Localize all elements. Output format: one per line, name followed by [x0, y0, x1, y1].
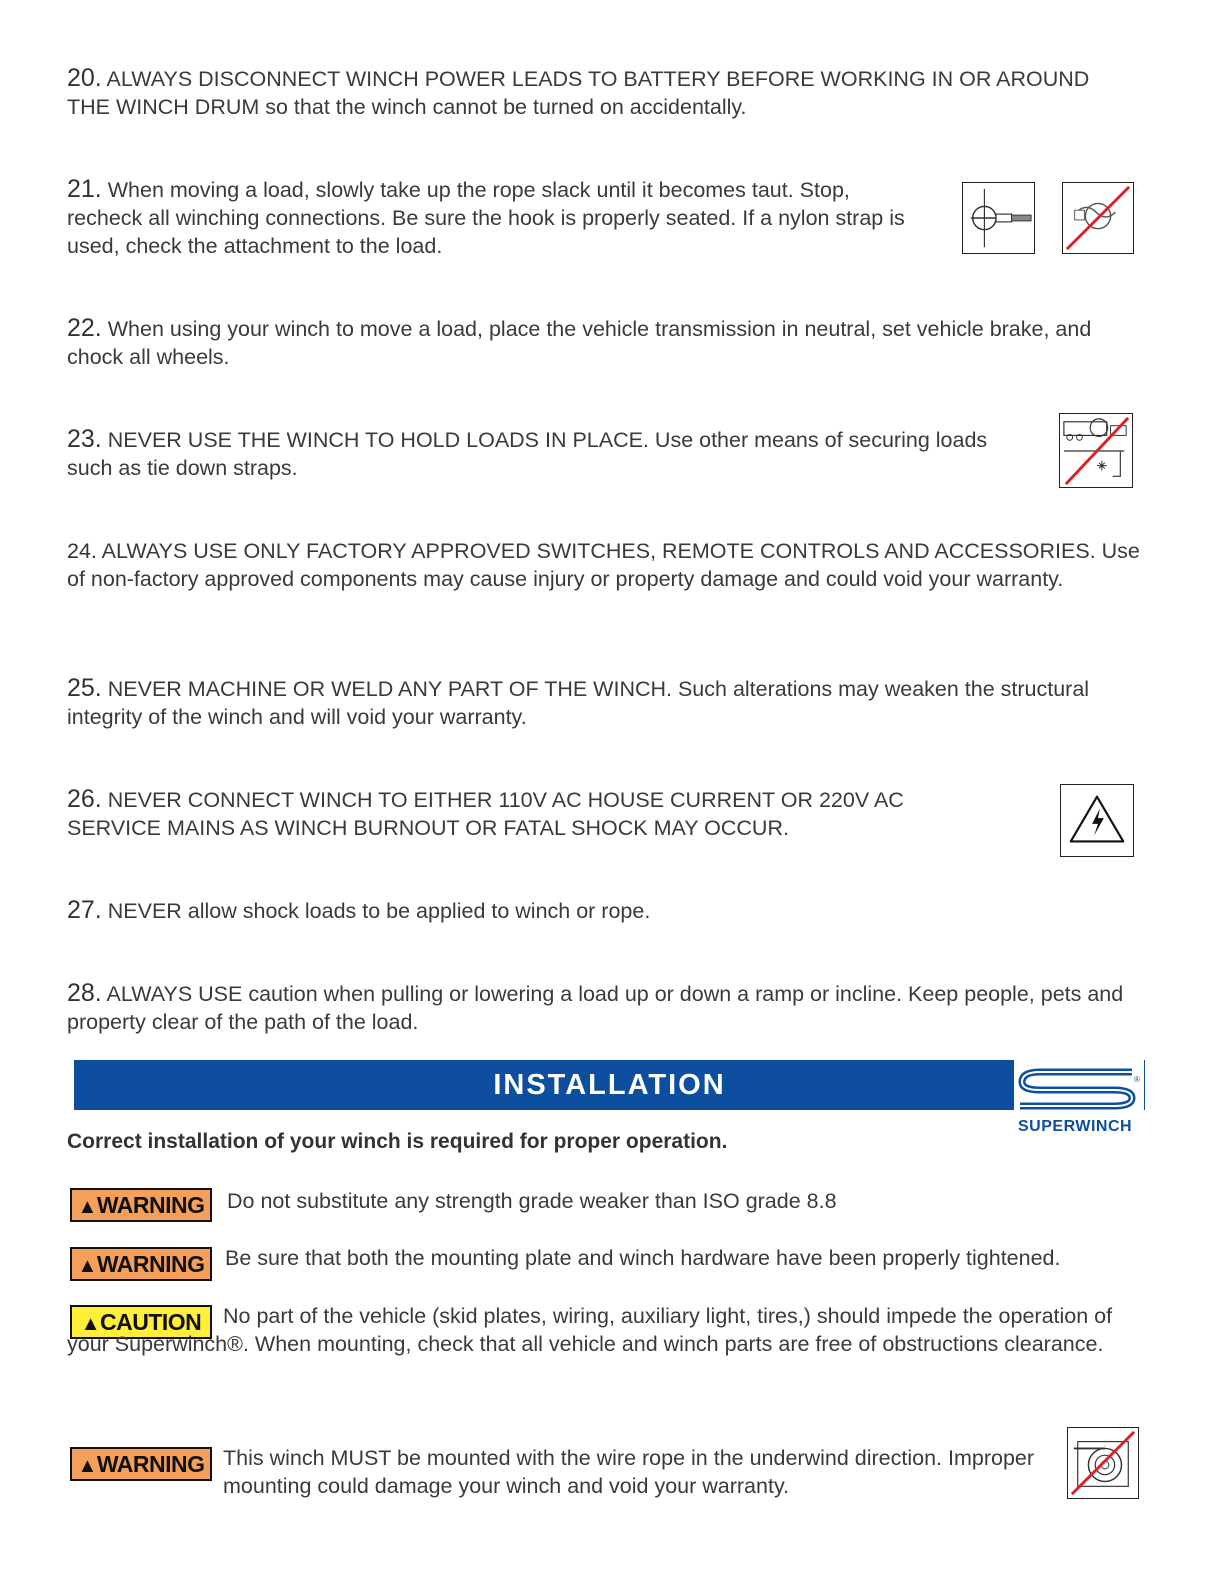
- item-text: ALWAYS DISCONNECT WINCH POWER LEADS TO BATTERY BEFORE WORKING IN OR AROUND THE WINCH DRUM so that the winch cannot be turned on accidentally.: [67, 67, 1090, 119]
- installation-banner: [74, 1060, 1145, 1110]
- item-23: [67, 425, 1037, 482]
- badge-label: CAUTION: [100, 1309, 202, 1335]
- item-21: [67, 175, 907, 260]
- item-number: 22.: [67, 314, 102, 342]
- no-overwind-icon: [1067, 1427, 1139, 1499]
- warning-triangle-icon: ▲: [77, 1455, 97, 1477]
- item-text: ALWAYS USE caution when pulling or lowering a load up or down a ramp or incline. Keep people, pets and property clear of the path of the load.: [67, 982, 1124, 1034]
- svg-text:®: ®: [1134, 1075, 1140, 1084]
- warning-triangle-icon: ▲: [77, 1255, 97, 1277]
- item-text: NEVER CONNECT WINCH TO EITHER 110V AC HOUSE CURRENT OR 220V AC SERVICE MAINS AS WINCH BURNOUT OR FATAL SHOCK MAY OCCUR.: [67, 788, 904, 840]
- warning-badge: [70, 1447, 212, 1481]
- item-number: 26.: [67, 785, 102, 813]
- caution-triangle-icon: ▲: [80, 1313, 100, 1335]
- item-number: 20.: [67, 64, 102, 92]
- item-text: NEVER MACHINE OR WELD ANY PART OF THE WINCH. Such alterations may weaken the structural integrity of the winch and will void your warranty.: [67, 677, 1090, 729]
- item-text: NEVER allow shock loads to be applied to winch or rope.: [101, 899, 651, 923]
- item-number: 25.: [67, 674, 102, 702]
- badge-label: WARNING: [96, 1192, 205, 1218]
- warning-badge: [70, 1247, 212, 1281]
- item-text: When using your winch to move a load, place the vehicle transmission in neutral, set vehicle brake, and chock all wheels.: [67, 317, 1092, 369]
- badge-label: WARNING: [96, 1451, 205, 1477]
- item-text: NEVER USE THE WINCH TO HOLD LOADS IN PLACE. Use other means of securing loads such as tie down straps.: [67, 428, 988, 480]
- item-24: [67, 537, 1142, 593]
- item-27: [67, 896, 1137, 925]
- section-title: INSTALLATION: [493, 1069, 726, 1101]
- item-number: 23.: [67, 425, 102, 453]
- item-22: [67, 314, 1137, 371]
- electrical-hazard-icon: [1060, 784, 1134, 857]
- no-holding-load-icon: [1059, 413, 1133, 488]
- item-number: 28.: [67, 979, 102, 1007]
- item-text: When moving a load, slowly take up the rope slack until it becomes taut. Stop, recheck all winching connections. Be sure the hook is properly seated. If a nylon strap is used, check the attachment to the load.: [67, 178, 905, 258]
- notice-text: This winch MUST be mounted with the wire rope in the underwind direction. Improper mounting could damage your winch and void your warranty.: [223, 1446, 1035, 1498]
- installation-intro: Correct installation of your winch is required for proper operation.: [67, 1130, 728, 1153]
- hook-seated-incorrect-icon: [1062, 182, 1134, 254]
- item-20: [67, 64, 1137, 121]
- warning-badge: [70, 1188, 212, 1222]
- notice-text: Be sure that both the mounting plate and winch hardware have been properly tightened.: [225, 1246, 1061, 1270]
- item-number: 21.: [67, 175, 102, 203]
- item-26: [67, 785, 977, 842]
- hook-seated-correct-icon: [962, 182, 1035, 254]
- notice-text: Do not substitute any strength grade weaker than ISO grade 8.8: [227, 1189, 837, 1213]
- item-25: [67, 674, 1137, 731]
- notice-text: No part of the vehicle (skid plates, wiring, auxiliary light, tires,) should impede the operation of your Superwinch®. When mounting, check that all vehicle and winch parts are free of obstructions clearance.: [67, 1304, 1113, 1356]
- badge-label: WARNING: [96, 1251, 205, 1277]
- item-number: 24.: [67, 539, 97, 563]
- item-text: ALWAYS USE ONLY FACTORY APPROVED SWITCHES, REMOTE CONTROLS AND ACCESSORIES. Use of non-factory approved components may cause injury or property damage and could void your warranty.: [67, 539, 1140, 591]
- logo-text: SUPERWINCH: [1018, 1118, 1133, 1135]
- warning-triangle-icon: ▲: [77, 1196, 97, 1218]
- item-28: [67, 979, 1142, 1036]
- item-number: 27.: [67, 896, 102, 924]
